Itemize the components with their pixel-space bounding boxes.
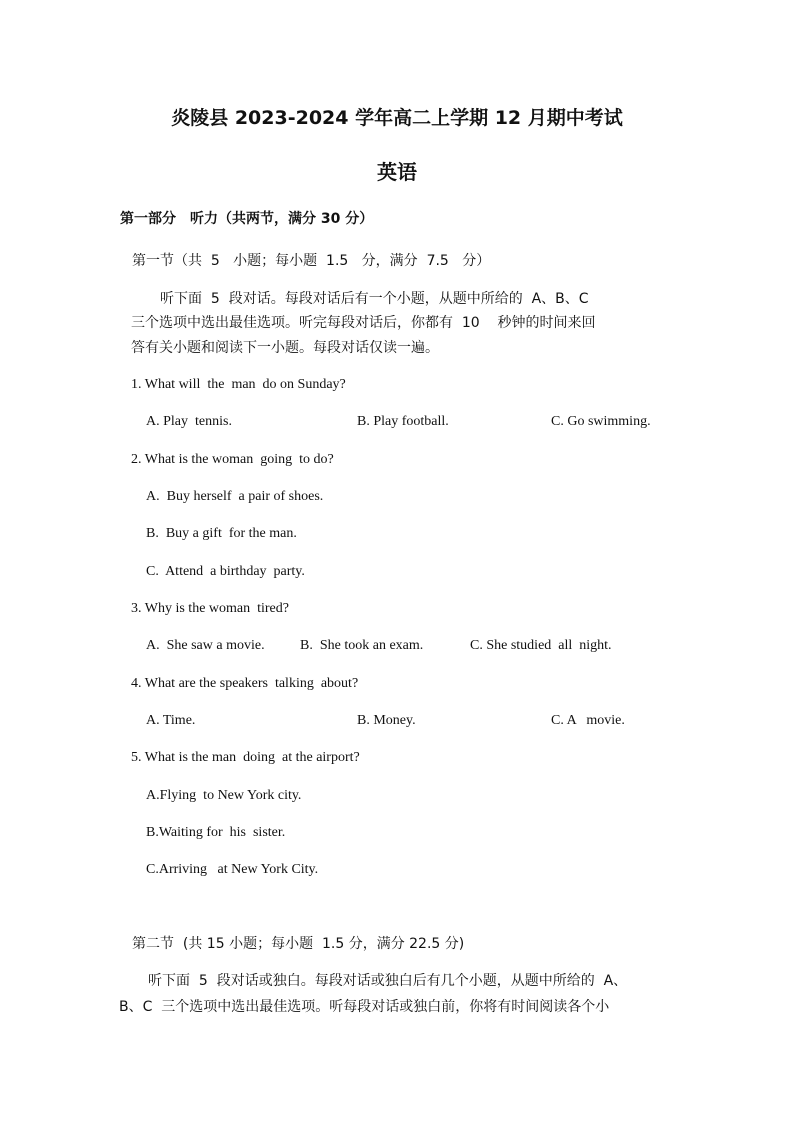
question-1-stem: 1. What will the man do on Sunday?	[131, 377, 346, 392]
question-5-stem: 5. What is the man doing at the airport?	[131, 750, 360, 765]
question-2-option-b: B. Buy a gift for the man.	[146, 526, 297, 541]
question-5-option-c: C.Arriving at New York City.	[146, 862, 319, 877]
section1-instruction-line: 答有关小题和阅读下一小题。每段对话仅读一遍。	[131, 340, 439, 356]
question-2-stem: 2. What is the woman going to do?	[131, 452, 334, 467]
question-3-stem: 3. Why is the woman tired?	[131, 601, 289, 616]
question-5-option-a: A.Flying to New York city.	[146, 788, 302, 803]
section1-instruction-line: 听下面 5 段对话。每段对话后有一个小题，从题中所给的 A、B、C	[160, 291, 589, 307]
question-4-option-b: B. Money.	[357, 713, 416, 728]
question-1-option-b: B. Play football.	[357, 414, 449, 429]
question-4-option-c: C. A movie.	[551, 713, 625, 728]
question-5-option-b: B.Waiting for his sister.	[146, 825, 286, 840]
question-2-option-a: A. Buy herself a pair of shoes.	[146, 489, 324, 504]
section1-heading: 第一节（共 5 小题；每小题 1.5 分，满分 7.5 分）	[132, 253, 491, 269]
question-1-option-c: C. Go swimming.	[551, 414, 651, 429]
question-3-option-c: C. She studied all night.	[470, 638, 612, 653]
question-4-option-a: A. Time.	[146, 713, 196, 728]
question-3-option-a: A. She saw a movie.	[146, 638, 265, 653]
part1-heading: 第一部分 听力（共两节，满分 30 分）	[120, 211, 374, 227]
section2-instruction-line: 听下面 5 段对话或独白。每段对话或独白后有几个小题，从题中所给的 A、	[148, 973, 628, 989]
section2-instruction-line: B、C 三个选项中选出最佳选项。听每段对话或独白前，你将有时间阅读各个小	[119, 999, 610, 1015]
exam-title: 炎陵县 2023-2024 学年高二上学期 12 月期中考试	[171, 107, 623, 129]
question-1-option-a: A. Play tennis.	[146, 414, 232, 429]
section2-heading: 第二节 (共 15 小题；每小题 1.5 分，满分 22.5 分)	[132, 936, 465, 952]
subject-title: 英语	[377, 160, 417, 184]
question-4-stem: 4. What are the speakers talking about?	[131, 676, 359, 691]
section1-instruction-line: 三个选项中选出最佳选项。听完每段对话后，你都有 10 秒钟的时间来回	[131, 315, 596, 331]
question-3-option-b: B. She took an exam.	[300, 638, 424, 653]
question-2-option-c: C. Attend a birthday party.	[146, 564, 305, 579]
